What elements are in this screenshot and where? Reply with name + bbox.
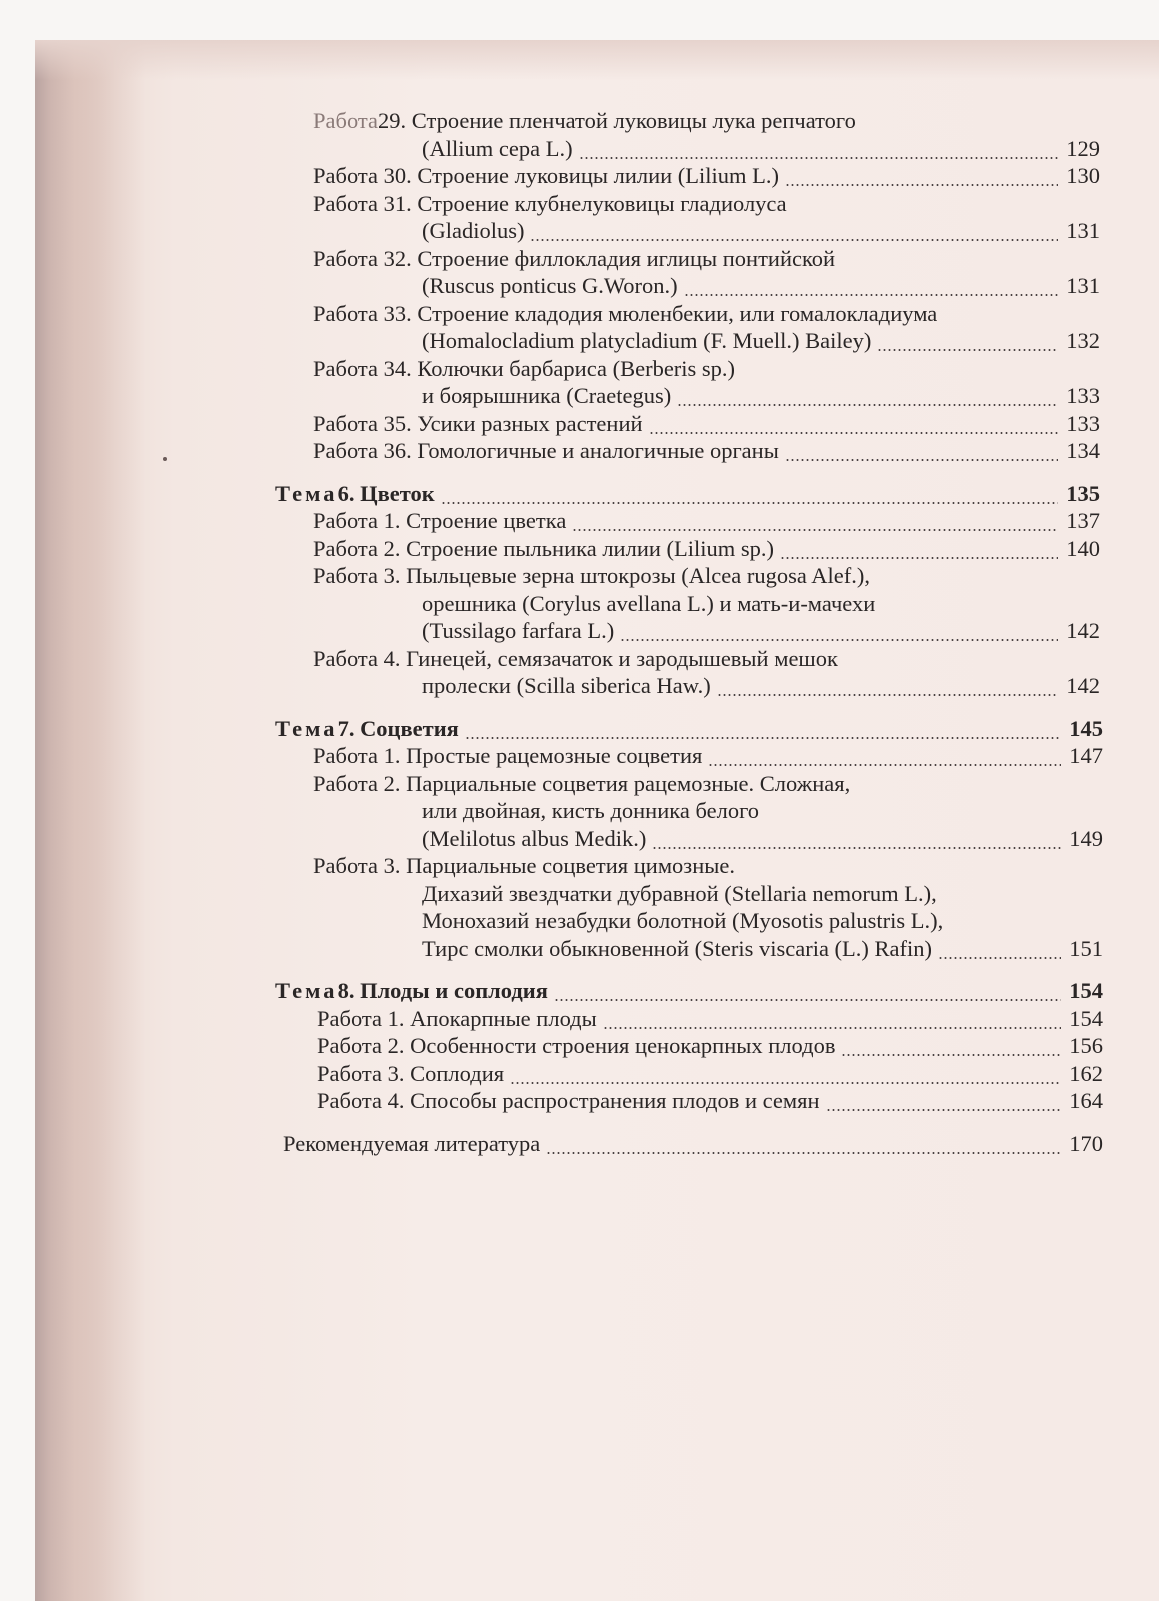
entry-title: Работа 3. Соплодия (317, 1061, 505, 1086)
page-number: 170 (1069, 1131, 1103, 1156)
page-number: 154 (1069, 978, 1103, 1003)
entry-title: Работа 30. Строение луковицы лилии (Lilium L.) (313, 163, 780, 188)
dot-leader (603, 1006, 1061, 1032)
toc-entry (422, 616, 1100, 644)
page-number: 133 (1066, 383, 1100, 408)
dot-leader (717, 673, 1058, 699)
toc-entry (313, 534, 1100, 562)
toc-entry-continuation (313, 244, 1125, 272)
dot-leader (572, 508, 1058, 534)
dot-leader (877, 328, 1058, 354)
dot-leader (841, 1033, 1061, 1059)
entry-title: и боярышника (Craetegus) (422, 383, 672, 408)
toc-entry (275, 976, 1103, 1004)
dot-leader (465, 716, 1061, 742)
toc-entry (275, 479, 1100, 507)
toc-entry (422, 934, 1103, 962)
entry-title: (Allium cepa L.) (422, 136, 573, 161)
dot-leader (785, 163, 1058, 189)
page-spine-shadow (35, 40, 145, 1601)
toc-entry (422, 134, 1100, 162)
page-number: 164 (1069, 1088, 1103, 1113)
entry-title: Работа 3. Пыльцевые зерна штокрозы (Alcea rugosa Alef.), (313, 563, 870, 588)
toc-entry-continuation (313, 644, 1125, 672)
entry-title: 7. Соцветия (337, 716, 459, 741)
entry-title: Работа 34. Колючки барбариса (Berberis sp.) (313, 356, 736, 381)
page-number: 142 (1066, 618, 1100, 643)
page-number: 145 (1069, 716, 1103, 741)
entry-title: Работа 4. Гинецей, семязачаток и зародышевый мешок (313, 646, 838, 671)
toc-entry (313, 506, 1100, 534)
entry-title: Работа 4. Способы распространения плодов и семян (317, 1088, 820, 1113)
entry-title: Работа 2. Строение пыльника лилии (Lilium sp.) (313, 536, 775, 561)
margin-mark (163, 457, 167, 461)
entry-title: Дихазий звездчатки дубравной (Stellaria nemorum L.), (422, 881, 937, 906)
dot-leader (510, 1061, 1061, 1087)
entry-title: (Melilotus albus Medik.) (422, 826, 647, 851)
toc-entry (283, 1129, 1103, 1157)
topic-word: Тема (275, 716, 338, 741)
page-number: 147 (1069, 743, 1103, 768)
entry-title: орешника (Corylus avellana L.) и мать-и-мачехи (422, 591, 876, 616)
entry-title: Монохазий незабудки болотной (Myosotis palustris L.), (422, 908, 944, 933)
page-number: 142 (1066, 673, 1100, 698)
entry-title: Работа 1. Простые рацемозные соцветия (313, 743, 703, 768)
entry-title: Работа 1. Апокарпные плоды (317, 1006, 597, 1031)
toc-entry (313, 409, 1100, 437)
entry-title: Тирс смолки обыкновенной (Steris viscaria (L.) Rafin) (422, 936, 933, 961)
toc-entry-continuation (313, 189, 1125, 217)
dot-leader (785, 438, 1058, 464)
toc-entry (422, 326, 1100, 354)
toc-entry-continuation (422, 589, 1125, 617)
page-number: 149 (1069, 826, 1103, 851)
page-number: 131 (1066, 218, 1100, 243)
page-number: 162 (1069, 1061, 1103, 1086)
dot-leader (546, 1131, 1061, 1157)
toc-entry-continuation (422, 879, 1125, 907)
entry-title: Работа 1. Строение цветка (313, 508, 567, 533)
toc-entry (317, 1031, 1103, 1059)
dot-leader (649, 411, 1058, 437)
dot-leader (554, 978, 1061, 1004)
page-number: 131 (1066, 273, 1100, 298)
page-number: 132 (1066, 328, 1100, 353)
toc-entry-continuation (313, 851, 1125, 879)
toc-entry (317, 1086, 1103, 1114)
entry-title: Работа 33. Строение кладодия мюленбекии, или гомалокладиума (313, 301, 938, 326)
entry-title: Работа 3. Парциальные соцветия цимозные. (313, 853, 735, 878)
page-number: 151 (1069, 936, 1103, 961)
entry-title: Рекомендуемая литература (283, 1131, 541, 1156)
toc-entry (422, 381, 1100, 409)
dot-leader (684, 273, 1058, 299)
entry-title: 8. Плоды и соплодия (337, 978, 548, 1003)
toc-entry-continuation (422, 906, 1125, 934)
page-number: 129 (1066, 136, 1100, 161)
dot-leader (579, 136, 1058, 162)
dot-leader (620, 618, 1058, 644)
entry-title: Работа 36. Гомологичные и аналогичные органы (313, 438, 779, 463)
toc-entry (313, 436, 1100, 464)
toc-entry (313, 741, 1103, 769)
page-number: 137 (1066, 508, 1100, 533)
toc-entry-continuation (313, 561, 1125, 589)
entry-title: Работа 32. Строение филлокладия иглицы понтийской (313, 246, 836, 271)
dot-leader (826, 1088, 1061, 1114)
page-top-shadow (35, 40, 1159, 80)
entry-title: (Tussilago farfara L.) (422, 618, 615, 643)
toc-entry (422, 216, 1100, 244)
page-number: 154 (1069, 1006, 1103, 1031)
toc-entry (313, 161, 1100, 189)
entry-title: Работа 2. Особенности строения ценокарпных плодов (317, 1033, 836, 1058)
dot-leader (441, 481, 1058, 507)
page-number: 133 (1066, 411, 1100, 436)
toc-entry-continuation (422, 796, 1125, 824)
page-number: 130 (1066, 163, 1100, 188)
toc-entry (422, 824, 1103, 852)
dot-leader (780, 536, 1058, 562)
page-number: 140 (1066, 536, 1100, 561)
dot-leader (530, 218, 1058, 244)
toc-entry-continuation (313, 769, 1125, 797)
entry-title: Работа 35. Усики разных растений (313, 411, 643, 436)
entry-prefix: Работа (313, 108, 378, 133)
page-number: 135 (1066, 481, 1100, 506)
toc-entry-continuation (313, 299, 1125, 327)
topic-word: Тема (275, 978, 338, 1003)
entry-title: 29. Строение пленчатой луковицы лука репчатого (378, 108, 856, 133)
dot-leader (708, 743, 1061, 769)
entry-title: (Ruscus ponticus G.Woron.) (422, 273, 678, 298)
toc-entry (422, 271, 1100, 299)
toc-entry (317, 1004, 1103, 1032)
page-number: 134 (1066, 438, 1100, 463)
entry-title: (Homalocladium platycladium (F. Muell.) Bailey) (422, 328, 872, 353)
dot-leader (938, 936, 1061, 962)
page-number: 156 (1069, 1033, 1103, 1058)
toc-entry-continuation (313, 106, 1125, 134)
entry-title: Работа 2. Парциальные соцветия рацемозные. Сложная, (313, 771, 851, 796)
toc-entry (275, 714, 1103, 742)
toc-entry-continuation (313, 354, 1125, 382)
entry-title: (Gladiolus) (422, 218, 525, 243)
toc-entry (317, 1059, 1103, 1087)
dot-leader (652, 826, 1061, 852)
toc-entry (422, 671, 1100, 699)
topic-word: Тема (275, 481, 338, 506)
entry-title: пролески (Scilla siberica Haw.) (422, 673, 711, 698)
entry-title: или двойная, кисть донника белого (422, 798, 760, 823)
entry-title: 6. Цветок (337, 481, 435, 506)
dot-leader (677, 383, 1058, 409)
entry-title: Работа 31. Строение клубнелуковицы гладиолуса (313, 191, 787, 216)
